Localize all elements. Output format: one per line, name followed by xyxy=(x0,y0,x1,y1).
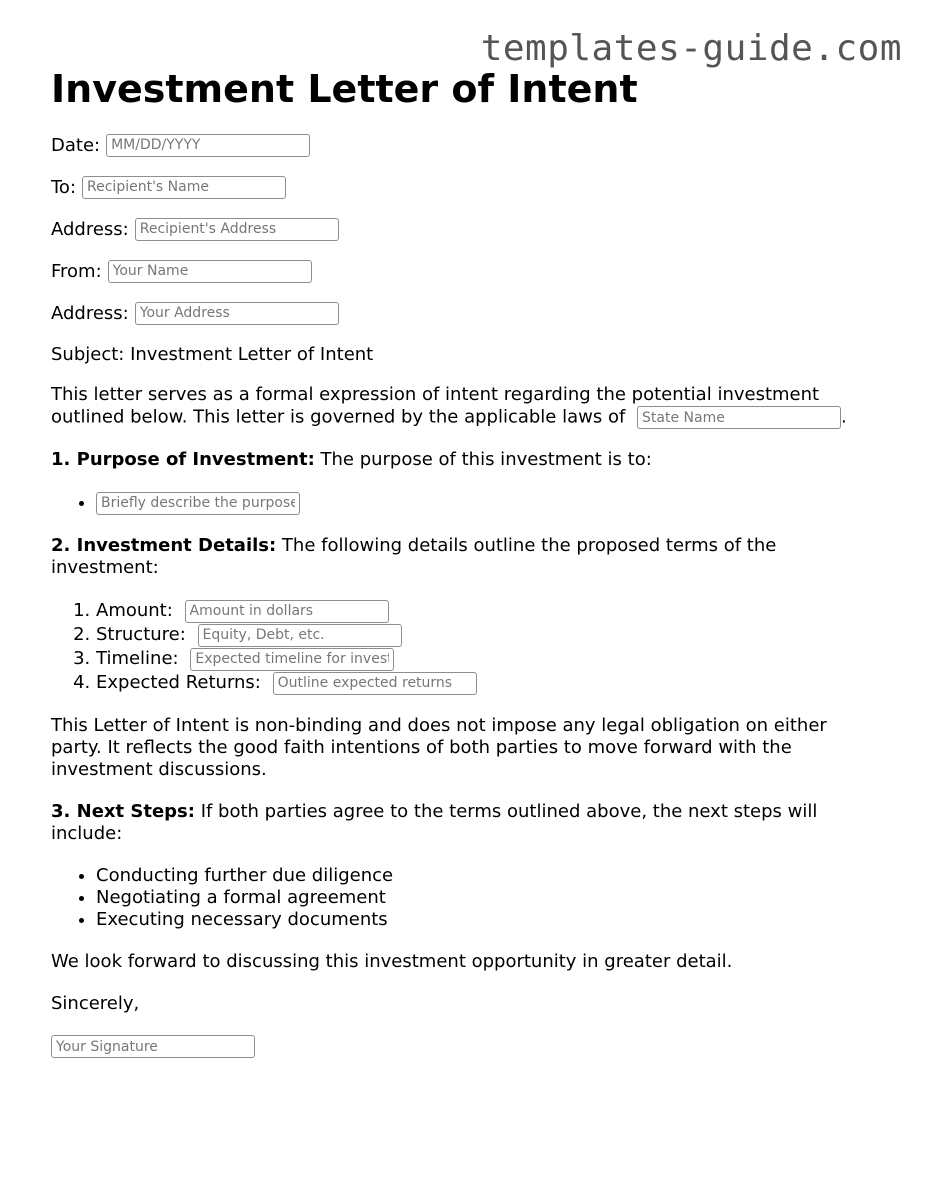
recipient-address-row xyxy=(51,218,851,240)
section-details-text: The following details outline the proposed terms of the investment: xyxy=(51,535,777,578)
section-next-steps-text: If both parties agree to the terms outlined above, the next steps will include: xyxy=(51,801,818,844)
structure-label: Structure: xyxy=(96,624,186,645)
your-name-input[interactable] xyxy=(108,260,312,283)
next-steps-list xyxy=(51,865,851,931)
to-row xyxy=(51,176,851,198)
structure-input[interactable] xyxy=(198,624,402,647)
list-item xyxy=(96,623,851,647)
section-next-steps xyxy=(51,801,851,845)
from-label: From: xyxy=(51,260,102,282)
expected-returns-label: Expected Returns: xyxy=(96,672,261,693)
timeline-label: Timeline: xyxy=(96,648,179,669)
intro-period: . xyxy=(841,406,847,428)
nonbinding-paragraph: This Letter of Intent is non-binding and does not impose any legal obligation on either party. It reflects the good faith intentions of both parties to move forward with the investment discussions. xyxy=(51,715,827,780)
state-name-input[interactable] xyxy=(637,406,841,429)
signature-input[interactable] xyxy=(51,1035,255,1058)
recipient-address-input[interactable] xyxy=(135,218,339,241)
section-details xyxy=(51,535,851,579)
letter-page xyxy=(51,66,851,1058)
list-item: • Negotiating a formal agreement xyxy=(96,887,851,909)
list-item xyxy=(96,599,851,623)
watermark: templates-guide.com xyxy=(480,28,902,69)
list-item xyxy=(96,491,851,515)
recipient-name-input[interactable] xyxy=(82,176,286,199)
from-row xyxy=(51,260,851,282)
date-label: Date: xyxy=(51,134,101,156)
intro-text: This letter serves as a formal expression of intent regarding the potential investment outlined below. This letter is governed by the applicable laws of xyxy=(51,384,820,428)
sign-off: Sincerely, xyxy=(51,993,140,1014)
section-next-steps-heading: 3. Next Steps: xyxy=(51,801,195,822)
amount-input[interactable] xyxy=(185,600,389,623)
your-address-label: Address: xyxy=(51,302,129,324)
subject-line: Subject: Investment Letter of Intent xyxy=(51,344,374,365)
to-label: To: xyxy=(51,176,77,198)
list-item: • Conducting further due diligence xyxy=(96,865,851,887)
date-input[interactable] xyxy=(106,134,310,157)
purpose-list xyxy=(51,491,851,515)
section-purpose-text: The purpose of this investment is to: xyxy=(314,449,652,470)
purpose-input[interactable] xyxy=(96,492,300,515)
expected-returns-input[interactable] xyxy=(273,672,477,695)
intro-paragraph xyxy=(51,384,851,429)
section-purpose-heading: 1. Purpose of Investment: xyxy=(51,449,315,470)
list-item: • Executing necessary documents xyxy=(96,909,851,931)
section-details-heading: 2. Investment Details: xyxy=(51,535,277,556)
your-address-input[interactable] xyxy=(135,302,339,325)
your-address-row xyxy=(51,302,851,324)
details-list xyxy=(51,599,851,695)
list-item xyxy=(96,671,851,695)
list-item xyxy=(96,647,851,671)
page-title: Investment Letter of Intent xyxy=(51,67,638,111)
date-row xyxy=(51,134,851,156)
closing-line: We look forward to discussing this investment opportunity in greater detail. xyxy=(51,951,733,972)
timeline-input[interactable] xyxy=(190,648,394,671)
amount-label: Amount: xyxy=(96,600,173,621)
section-purpose xyxy=(51,449,851,471)
recipient-address-label: Address: xyxy=(51,218,129,240)
